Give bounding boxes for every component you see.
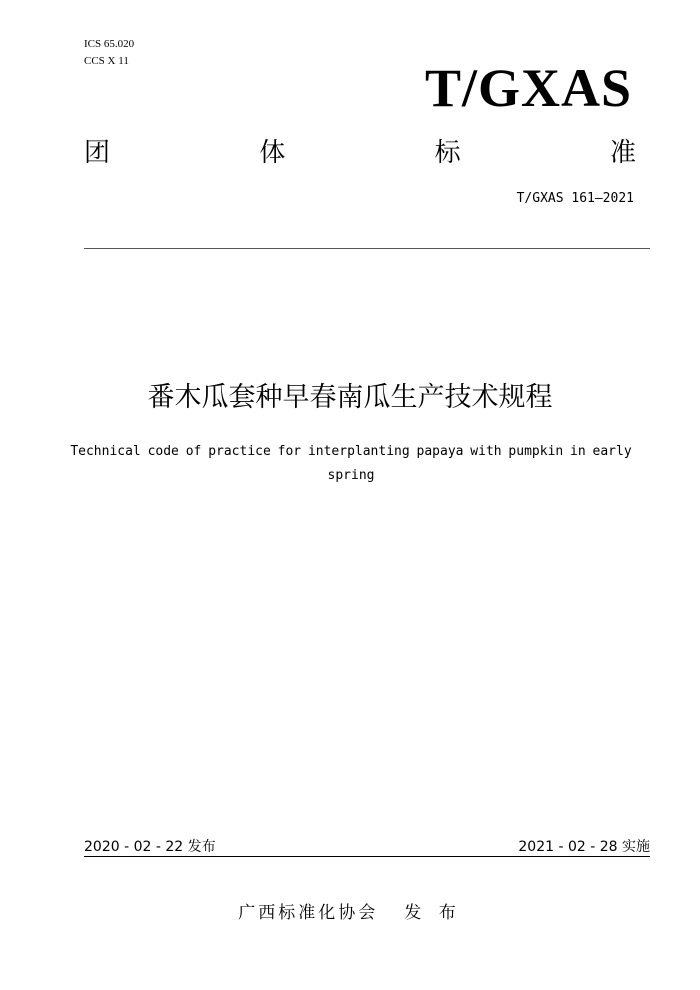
standard-type-heading <box>84 135 636 171</box>
standard-number: T/GXAS 161—2021 <box>516 191 634 206</box>
classification-codes <box>84 36 134 70</box>
standard-type-char: 体 <box>259 138 286 168</box>
document-title-chinese: 番木瓜套种早春南瓜生产技术规程 <box>147 382 553 413</box>
standard-type-char: 准 <box>609 138 636 168</box>
publisher-organization: 广西标准化协会 <box>238 903 379 923</box>
document-title-english: Technical code of practice for interplanting papaya with pumpkin in early spring <box>70 444 632 483</box>
association-logo-text: T/GXAS <box>424 58 632 118</box>
footer-divider <box>84 856 650 857</box>
publisher-line <box>0 900 700 926</box>
ccs-code: CCS X 11 <box>84 55 129 67</box>
ics-code: ICS 65.020 <box>84 38 135 50</box>
header-divider <box>84 248 650 249</box>
standard-type-char: 标 <box>434 138 461 168</box>
standard-type-char: 团 <box>84 138 111 168</box>
issue-date: 2020 - 02 - 22 发布 <box>84 839 216 855</box>
publish-label: 发 布 <box>404 903 462 923</box>
implementation-date: 2021 - 02 - 28 实施 <box>518 839 650 855</box>
